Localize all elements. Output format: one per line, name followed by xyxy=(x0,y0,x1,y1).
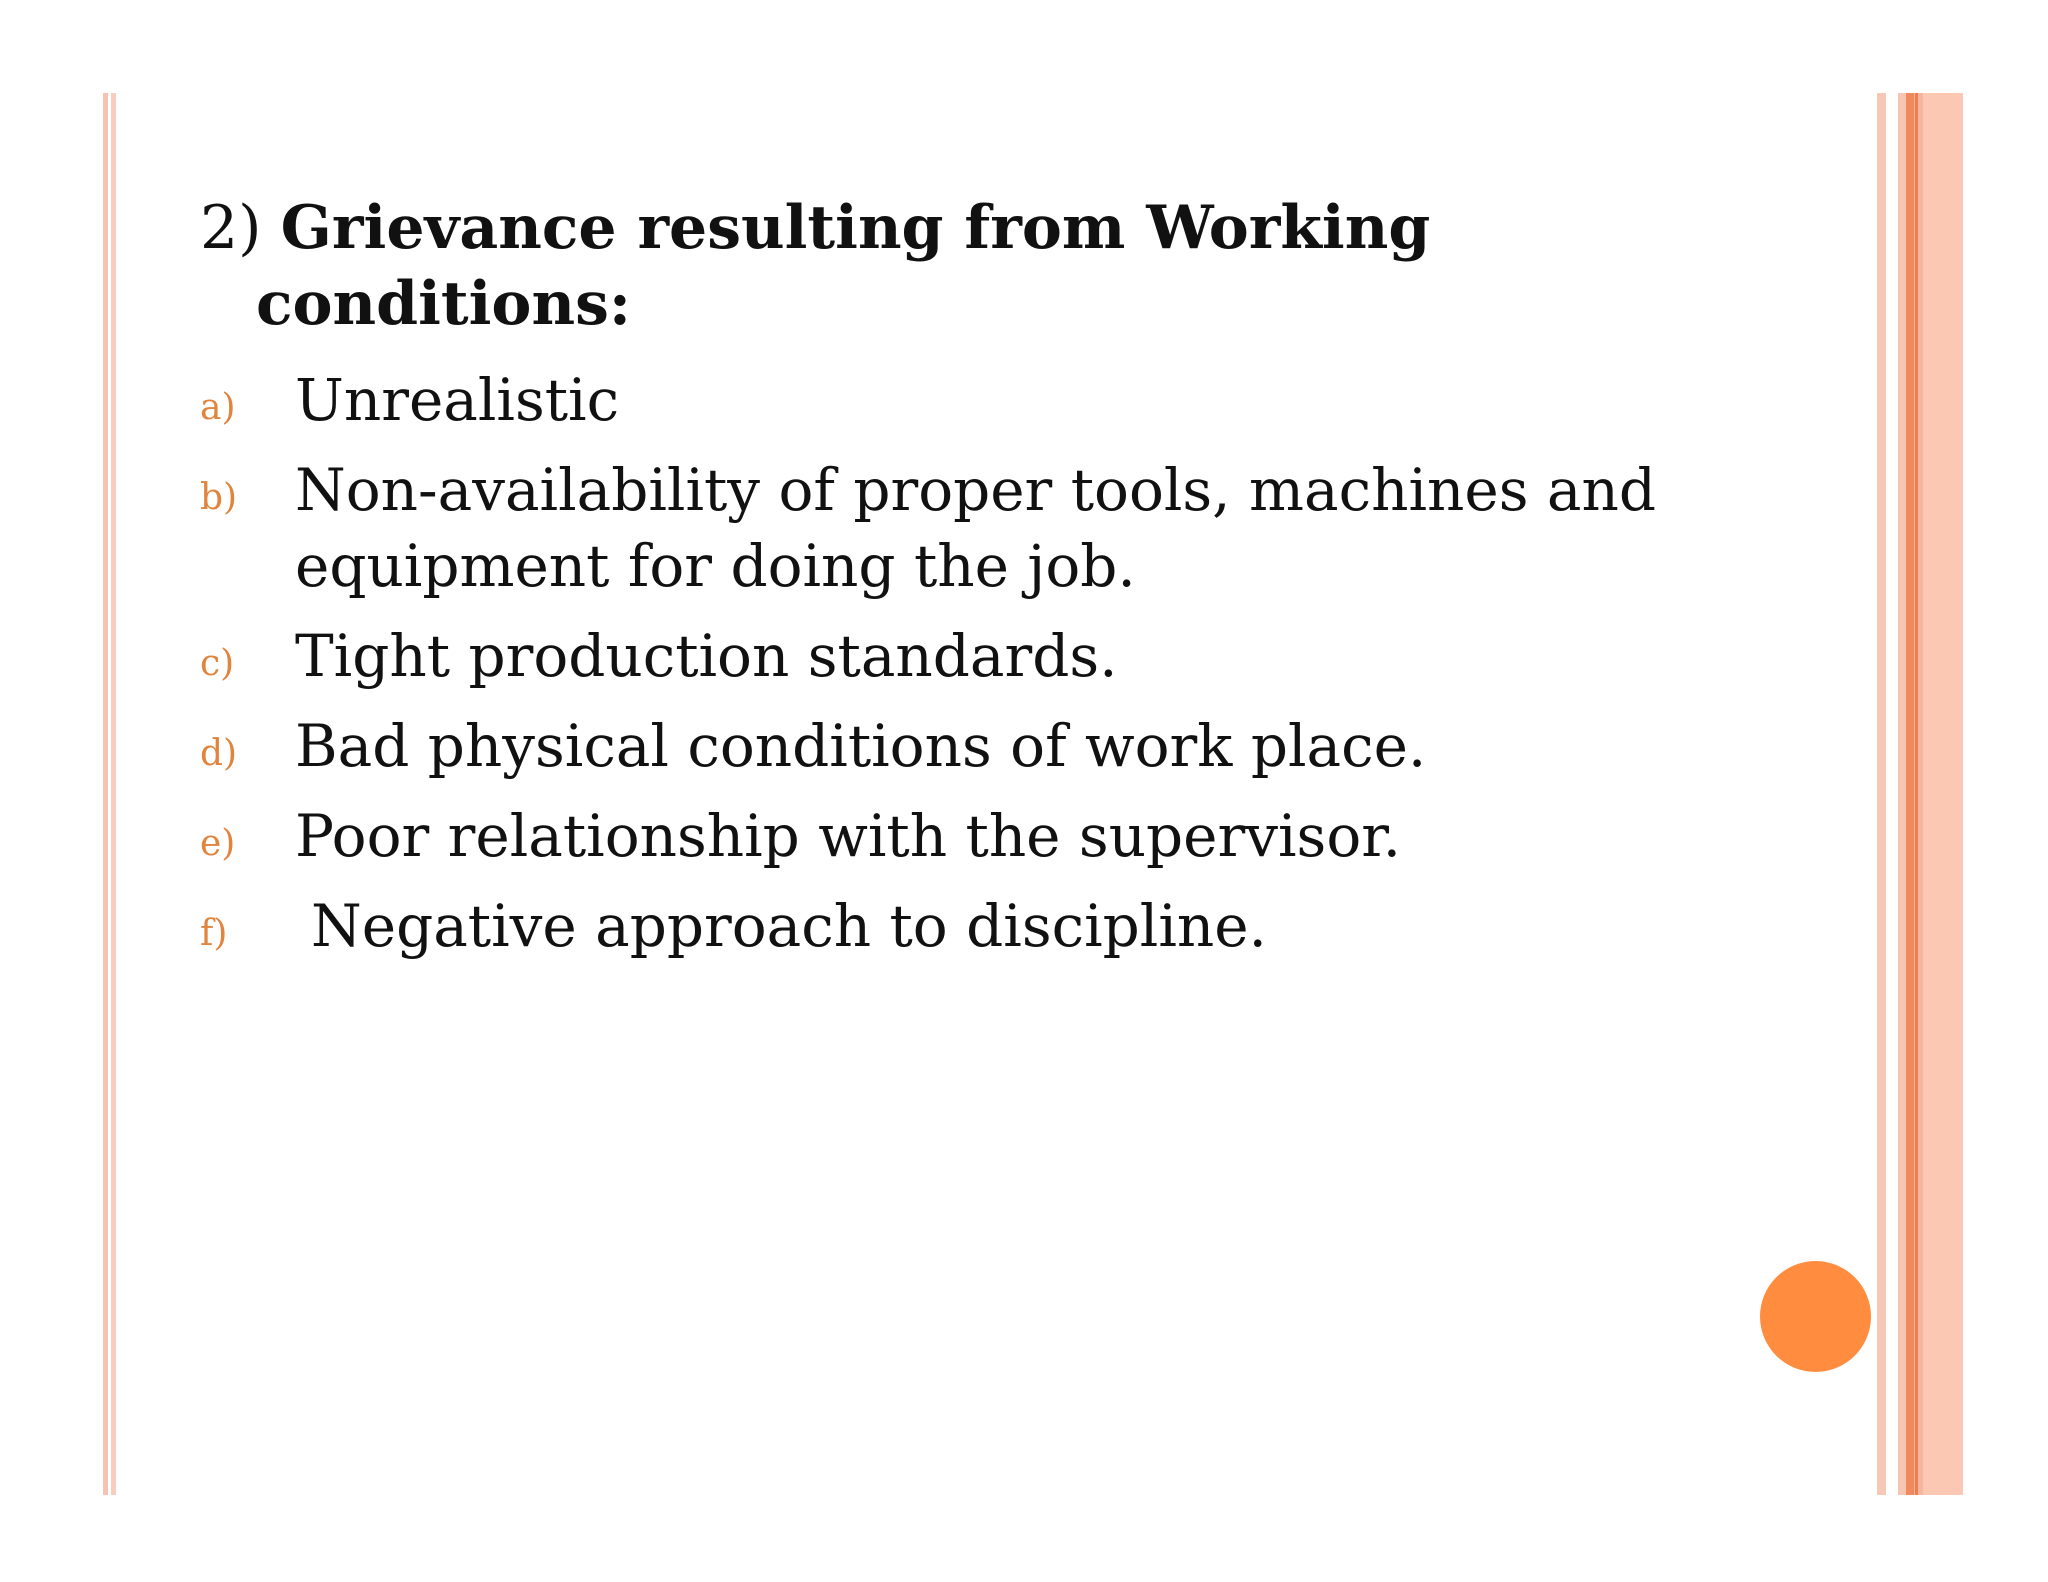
list-item xyxy=(200,708,1680,784)
heading-number: 2) xyxy=(200,193,262,263)
right-decorative-stripe-3 xyxy=(1906,93,1914,1495)
list-item-text: Negative approach to discipline. xyxy=(311,892,1267,960)
left-decorative-stripe xyxy=(103,93,108,1495)
list-item-text: Bad physical conditions of work place. xyxy=(295,712,1427,780)
list-item xyxy=(200,618,1680,694)
decorative-orange-circle xyxy=(1760,1261,1871,1372)
list-item-text: Tight production standards. xyxy=(295,622,1118,690)
list-marker: a) xyxy=(200,387,236,428)
list-item xyxy=(200,452,1680,604)
list-marker: c) xyxy=(200,643,235,684)
right-decorative-stripe-2 xyxy=(1898,93,1906,1495)
right-decorative-accent-line xyxy=(1915,93,1918,1495)
list-item xyxy=(200,362,1680,438)
list-marker: b) xyxy=(200,477,238,518)
right-decorative-band xyxy=(1923,93,1963,1495)
list-item-text: Unrealistic xyxy=(295,366,620,434)
list-item-text: Non-availability of proper tools, machines and equipment for doing the job. xyxy=(295,456,1656,600)
slide-heading xyxy=(200,190,1600,342)
right-decorative-stripe-1 xyxy=(1877,93,1886,1495)
list-item xyxy=(200,798,1680,874)
heading-title-line1: Grievance resulting from Working xyxy=(280,193,1431,263)
list-item-text: Poor relationship with the supervisor. xyxy=(295,802,1402,870)
list-marker: f) xyxy=(200,913,228,954)
list-item xyxy=(200,888,1680,964)
list-marker: e) xyxy=(200,823,236,864)
list-marker: d) xyxy=(200,733,238,774)
heading-title-line2: conditions: xyxy=(256,269,631,339)
left-decorative-stripe-inner xyxy=(111,93,116,1495)
grievance-list xyxy=(200,362,1680,978)
